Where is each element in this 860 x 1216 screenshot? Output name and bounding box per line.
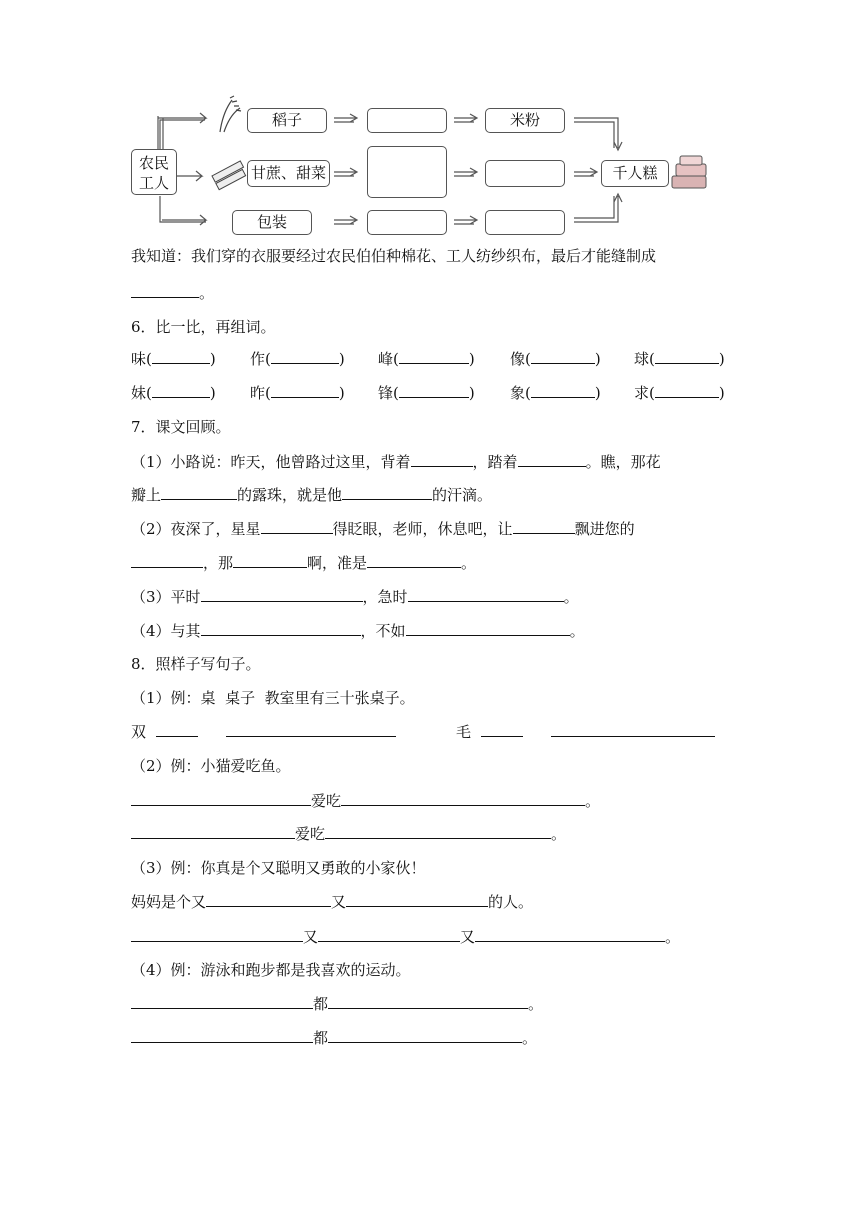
word-blank[interactable] [152,348,210,364]
fill-blank[interactable] [328,1027,522,1043]
fill-blank[interactable] [201,620,361,636]
q7-p3: （3）平时 ，急时 。 [131,588,579,606]
word-blank[interactable] [531,382,595,398]
fill-blank[interactable] [233,552,307,568]
word-blank[interactable] [271,382,339,398]
fill-blank[interactable] [206,891,331,907]
package-box: 包装 [232,210,312,235]
rice-noodle-box: 米粉 [485,108,565,133]
word-blank[interactable] [399,382,469,398]
q6-title: 6．比一比，再组词。 [131,318,276,336]
fill-blank[interactable] [551,721,715,737]
intro-answer: 。 [131,282,214,303]
fill-blank[interactable] [341,790,585,806]
sugarcane-icon [212,161,246,190]
q8-s2-answer-1: 爱吃 。 [131,790,600,811]
fill-blank[interactable] [346,891,488,907]
sugarcane-box: 甘蔗、甜菜 [247,160,330,187]
q8-s4-answer-1: 都 。 [131,993,543,1014]
blank-box-4[interactable] [367,210,447,235]
fill-blank[interactable] [325,823,551,839]
rice-plant-icon [220,96,241,132]
q8-s3-answer-1: 妈妈是个又 又 的人。 [131,893,534,911]
cake-icon [672,156,706,188]
q8-s3-example: （3）例：你真是个又聪明又勇敢的小家伙！ [131,859,426,877]
fill-blank[interactable] [131,926,303,942]
word-blank[interactable] [655,382,719,398]
q7-p2-line1: （2）夜深了，星星 得眨眼，老师，休息吧，让 飘进您的 [131,520,635,538]
q8-s1-answer-b: 毛 [456,721,715,742]
fill-blank[interactable] [226,721,396,737]
fill-blank[interactable] [161,484,237,500]
rice-box: 稻子 [247,108,327,133]
fill-blank[interactable] [131,790,311,806]
q7-p4: （4）与其 ，不如 。 [131,622,585,640]
fill-blank[interactable] [156,721,198,737]
fill-blank[interactable] [367,552,461,568]
fill-blank[interactable] [513,518,575,534]
fill-blank[interactable] [475,926,665,942]
q7-p1-line2: 瓣上 的露珠，就是他 的汗滴。 [131,486,493,504]
fill-blank[interactable] [408,586,564,602]
fill-blank[interactable] [131,1027,313,1043]
fill-blank[interactable] [318,926,460,942]
q8-s2-answer-2: 爱吃 。 [131,823,566,844]
fill-blank[interactable] [328,993,528,1009]
word-blank[interactable] [399,348,469,364]
q7-title: 7．课文回顾。 [131,418,231,436]
fill-blank[interactable] [411,451,473,467]
fill-blank[interactable] [481,721,523,737]
q8-s1-example: （1）例：桌 桌子 教室里有三十张桌子。 [131,689,415,707]
q8-s4-example: （4）例：游泳和跑步都是我喜欢的运动。 [131,961,411,979]
fill-blank[interactable] [201,586,363,602]
word-blank[interactable] [271,348,339,364]
blank-box-1[interactable] [367,108,447,133]
fill-blank[interactable] [261,518,333,534]
fill-blank[interactable] [131,993,313,1009]
fill-blank[interactable] [131,552,203,568]
blank-box-2[interactable] [367,146,447,198]
word-blank[interactable] [655,348,719,364]
q8-s2-example: （2）例：小猫爱吃鱼。 [131,757,291,775]
fill-blank[interactable] [406,620,570,636]
q7-p1-line1: （1）小路说：昨天，他曾路过这里，背着 ，踏着 。瞧，那花 [131,453,661,471]
fill-blank[interactable] [518,451,586,467]
q8-s3-answer-2: 又 又 。 [131,926,680,947]
blank-box-5[interactable] [485,210,565,235]
q8-s4-answer-2: 都 。 [131,1027,537,1048]
blank-box-3[interactable] [485,160,565,187]
fill-blank[interactable] [342,484,432,500]
intro-line: 我知道：我们穿的衣服要经过农民伯伯种棉花、工人纺纱织布，最后才能缝制成 [131,247,657,265]
fill-blank[interactable] [131,823,295,839]
word-blank[interactable] [531,348,595,364]
answer-blank[interactable] [131,282,199,298]
q8-s1-answer-a: 双 [131,721,396,742]
target-box: 千人糕 [601,160,669,187]
q8-title: 8．照样子写句子。 [131,655,261,673]
word-blank[interactable] [152,382,210,398]
q7-p2-line2: ，那 啊，准是 。 [131,552,476,573]
source-box: 农民 工人 [131,149,177,195]
